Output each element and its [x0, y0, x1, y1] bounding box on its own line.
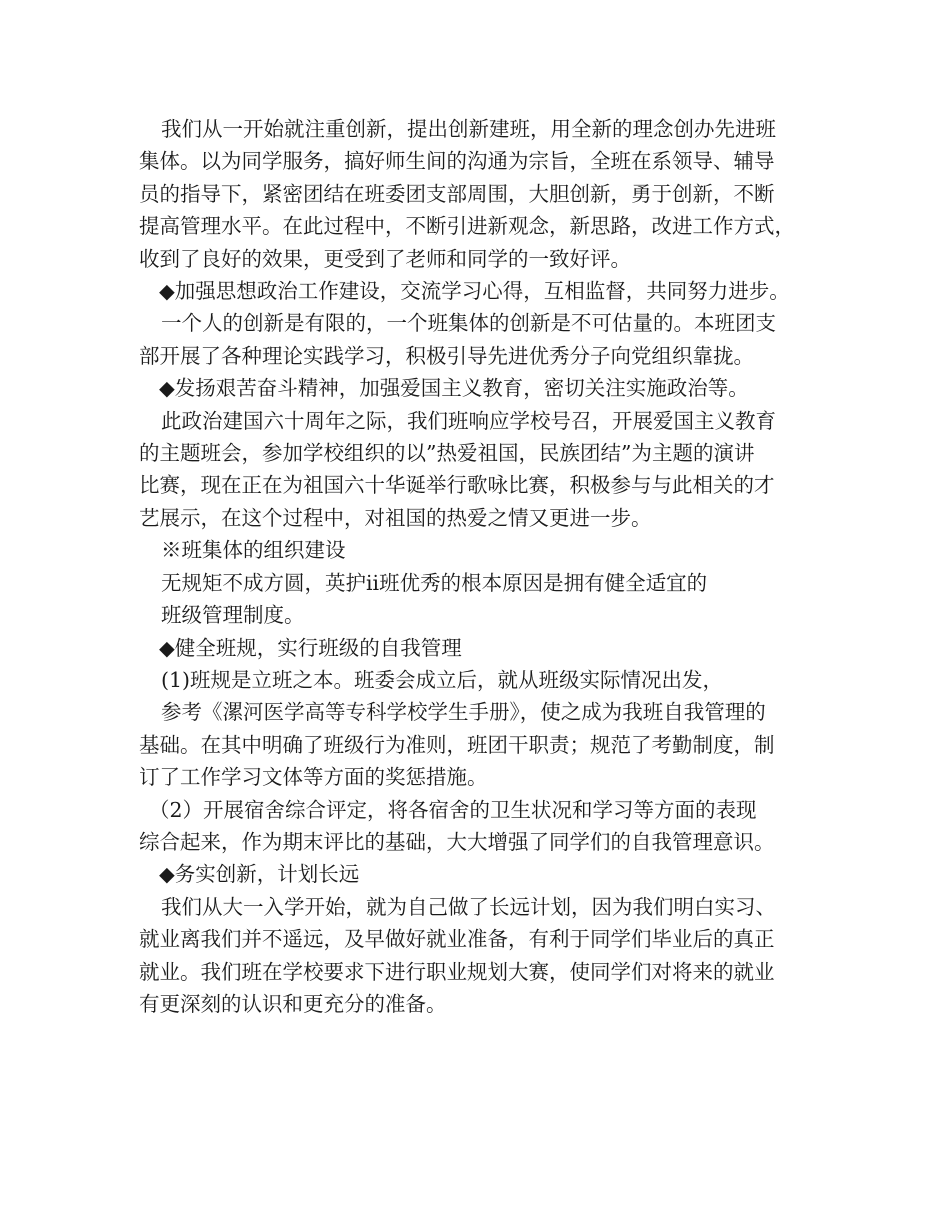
text-line: 比赛，现在正在为祖国六十华诞举行歌咏比赛，积极参与与此相关的才 [139, 473, 775, 498]
text-line: 就业离我们并不遥远，及早做好就业准备，有利于同学们毕业后的真正 [139, 927, 775, 952]
text-line: （2）开展宿舍综合评定，将各宿舍的卫生状况和学习等方面的表现 [149, 797, 757, 822]
text-line: 的主题班会，参加学校组织的以”热爱祖国，民族团结”为主题的演讲 [139, 441, 755, 466]
document-body [139, 113, 829, 1020]
text-line: ◆健全班规，实行班级的自我管理 [159, 635, 462, 660]
text-line: 参考《漯河医学高等专科学校学生手册》，使之成为我班自我管理的 [161, 700, 766, 725]
text-line: 此政治建国六十周年之际，我们班响应学校号召，开展爱国主义教育 [161, 408, 776, 433]
text-line: 班级管理制度。 [161, 603, 305, 628]
text-line: 就业。我们班在学校要求下进行职业规划大赛，使同学们对将来的就业 [139, 959, 775, 984]
text-line: ※班集体的组织建设 [161, 538, 346, 563]
text-line: 部开展了各种理论实践学习，积极引导先进优秀分子向党组织靠拢。 [139, 343, 754, 368]
text-line: 订了工作学习文体等方面的奖惩措施。 [139, 765, 488, 790]
text-line: 我们从大一入学开始，就为自己做了长远计划，因为我们明白实习、 [161, 894, 776, 919]
text-line: 艺展示，在这个过程中，对祖国的热爱之情又更进一步。 [139, 505, 652, 530]
text-line: 收到了良好的效果，更受到了老师和同学的一致好评。 [139, 246, 631, 271]
text-line: 有更深刻的认识和更充分的准备。 [139, 991, 447, 1016]
text-line: ◆务实创新，计划长远 [159, 862, 360, 887]
text-line: 集体。以为同学服务，搞好师生间的沟通为宗旨，全班在系领导、辅导 [139, 149, 775, 174]
text-line: 员的指导下，紧密团结在班委团支部周围，大胆创新，勇于创新，不断 [139, 181, 775, 206]
text-line: 综合起来，作为期末评比的基础，大大增强了同学们的自我管理意识。 [139, 829, 775, 854]
text-line: 提高管理水平。在此过程中，不断引进新观念，新思路，改进工作方式， [139, 214, 795, 239]
text-line: ◆发扬艰苦奋斗精神，加强爱国主义教育，密切关注实施政治等。 [159, 376, 749, 401]
text-line: 一个人的创新是有限的，一个班集体的创新是不可估量的。本班团支 [161, 311, 776, 336]
text-line: (1)班规是立班之本。班委会成立后，就从班级实际情况出发， [161, 667, 724, 692]
text-line: 无规矩不成方圆，英护ii班优秀的根本原因是拥有健全适宜的 [161, 570, 708, 595]
text-line: 我们从一开始就注重创新，提出创新建班，用全新的理念创办先进班 [161, 117, 776, 141]
text-line: 基础。在其中明确了班级行为准则，班团干职责；规范了考勤制度，制 [139, 732, 775, 757]
text-line: ◆加强思想政治工作建设，交流学习心得，互相监督，共同努力进步。 [159, 279, 790, 304]
document-page [139, 113, 829, 1020]
